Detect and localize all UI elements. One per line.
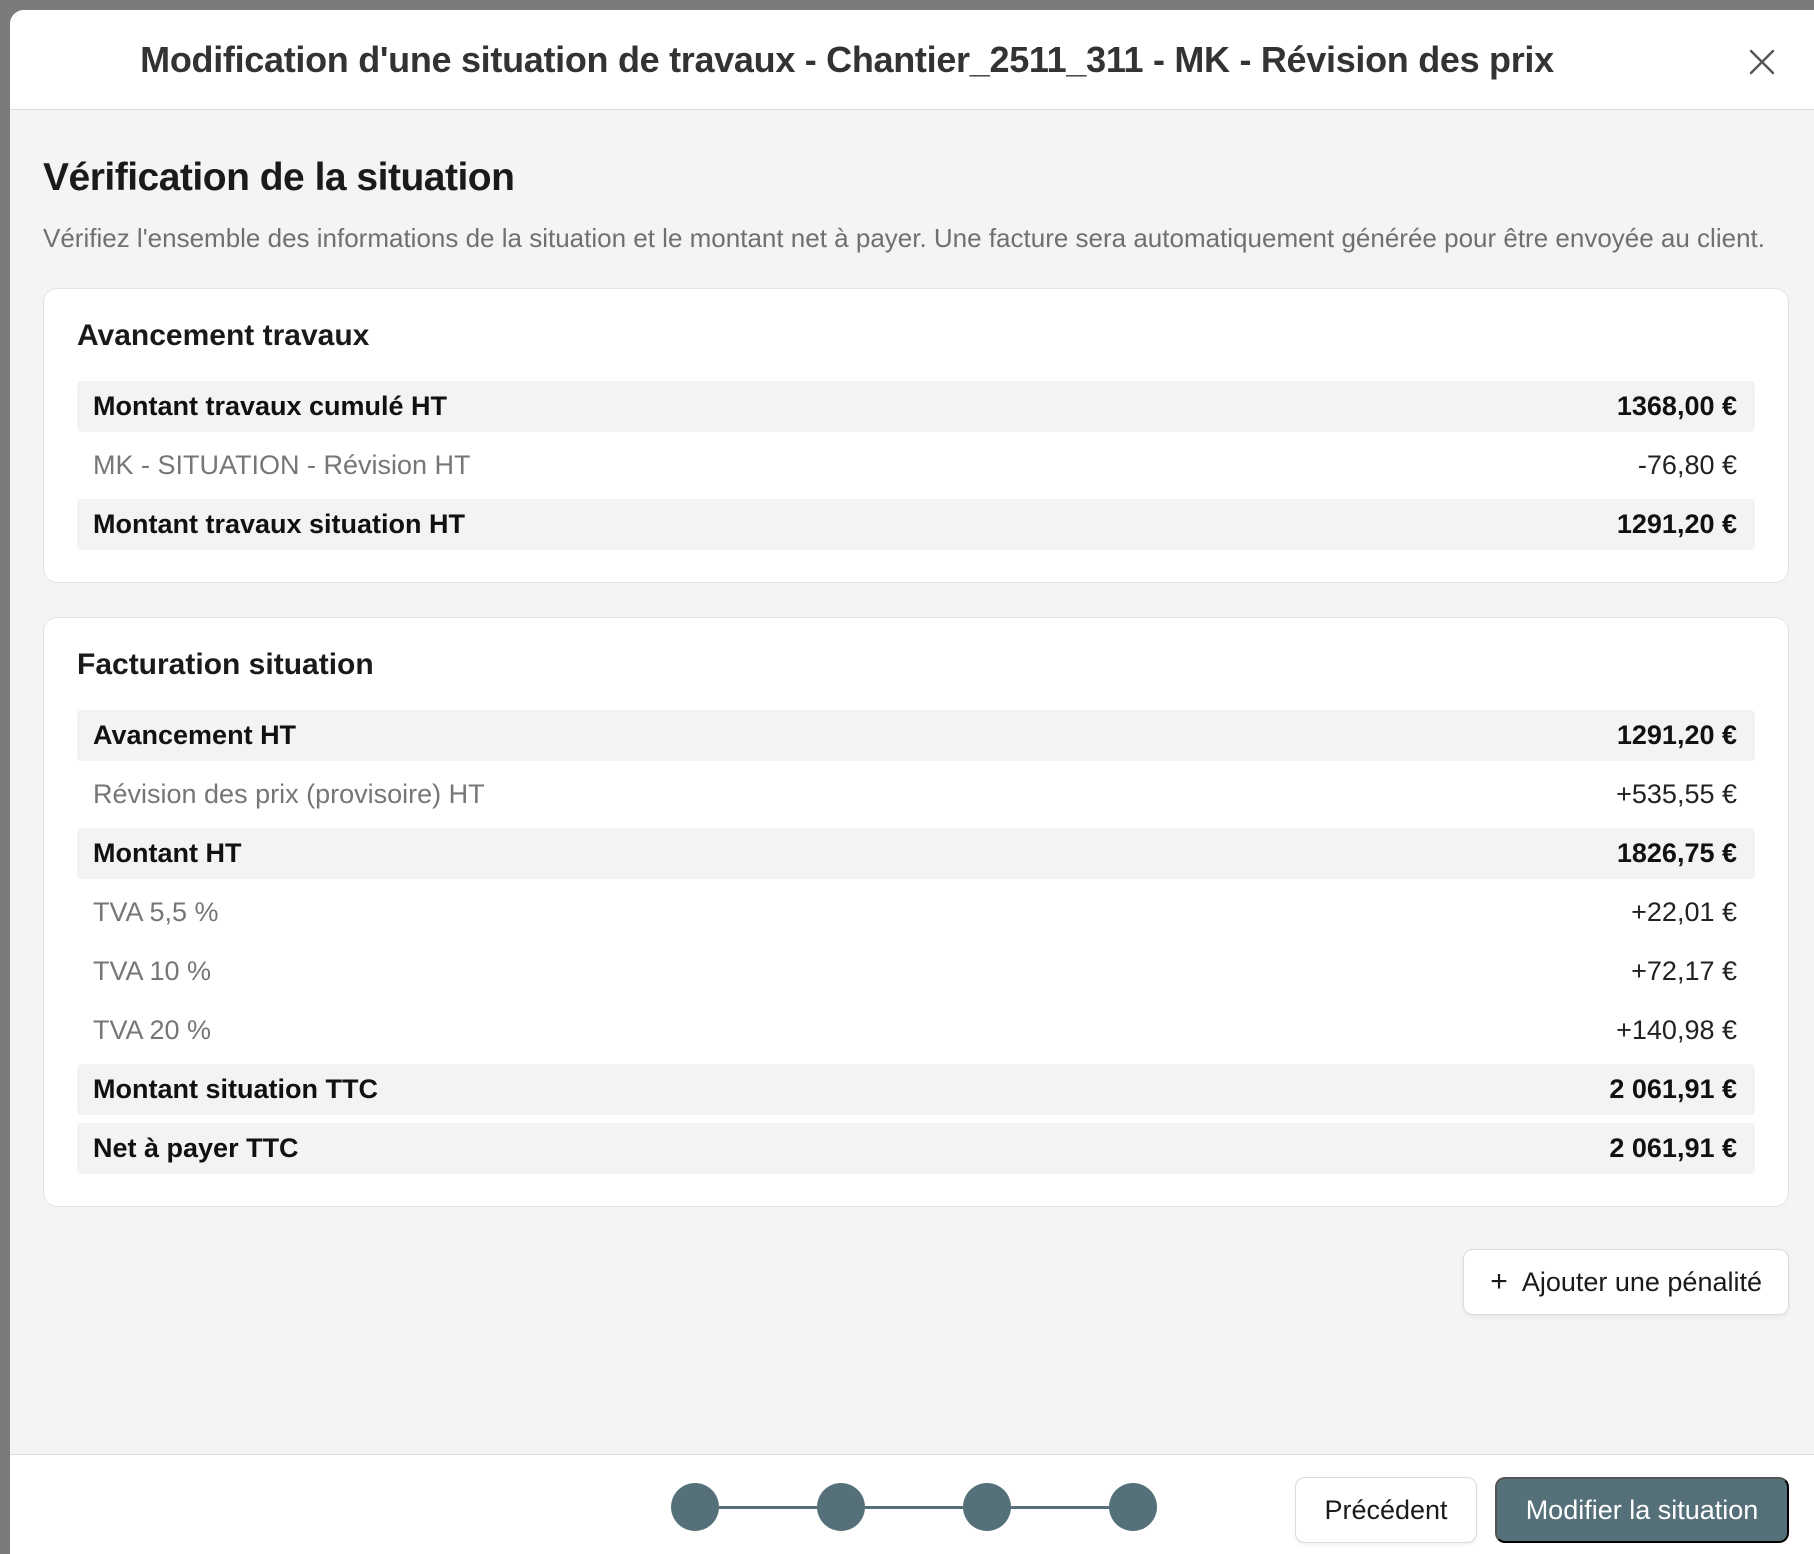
row-value: 1368,00 € — [1616, 391, 1737, 421]
row-value: 1291,20 € — [1616, 509, 1737, 539]
modal-footer — [10, 1454, 1814, 1554]
card-actions — [43, 1249, 1789, 1315]
row-montant-travaux-situation — [77, 499, 1755, 550]
row-label: Montant travaux cumulé HT — [93, 391, 448, 421]
row-net-a-payer-ttc — [77, 1123, 1755, 1174]
row-value: -76,80 € — [1637, 450, 1737, 480]
row-value: +140,98 € — [1616, 1015, 1737, 1045]
step-connector — [865, 1506, 963, 1509]
step-connector — [719, 1506, 817, 1509]
facturation-card — [43, 617, 1789, 1207]
modal-body — [43, 110, 1789, 1315]
row-tva-20 — [77, 1005, 1755, 1056]
modal-title: Modification d'une situation de travaux - Chantier_2511_311 - MK - Révision des prix — [140, 38, 1554, 80]
row-label: TVA 20 % — [93, 1015, 212, 1045]
close-icon — [1749, 49, 1775, 75]
row-value: 1826,75 € — [1616, 838, 1737, 868]
avancement-card-title: Avancement travaux — [77, 319, 370, 352]
step-3 — [963, 1483, 1011, 1531]
row-tva-10 — [77, 946, 1755, 997]
row-value: +22,01 € — [1631, 897, 1737, 927]
row-value: 2 061,91 € — [1609, 1074, 1737, 1104]
previous-button[interactable]: Précédent — [1295, 1477, 1477, 1543]
row-value: +72,17 € — [1631, 956, 1737, 986]
row-value: 2 061,91 € — [1609, 1133, 1737, 1163]
row-value: +535,55 € — [1616, 779, 1737, 809]
row-label: Montant travaux situation HT — [93, 509, 466, 539]
add-penalty-button[interactable] — [1463, 1249, 1789, 1315]
row-value: 1291,20 € — [1616, 720, 1737, 750]
row-label: Net à payer TTC — [93, 1133, 299, 1163]
modal-dialog — [10, 10, 1814, 1554]
section-description: Vérifiez l'ensemble des informations de la situation et le montant net à payer. Une facture sera automatiquement générée pour être envoyée au client. — [43, 223, 1765, 253]
row-label: TVA 10 % — [93, 956, 212, 986]
row-label: Révision des prix (provisoire) HT — [93, 779, 485, 809]
avancement-card — [43, 288, 1789, 583]
row-label: MK - SITUATION - Révision HT — [93, 450, 471, 480]
row-avancement-ht — [77, 710, 1755, 761]
row-label: TVA 5,5 % — [93, 897, 219, 927]
row-montant-situation-ttc — [77, 1064, 1755, 1115]
step-4 — [1109, 1483, 1157, 1531]
plus-icon: + — [1490, 1265, 1508, 1298]
row-montant-travaux-cumule — [77, 381, 1755, 432]
facturation-card-title: Facturation situation — [77, 648, 374, 681]
add-penalty-label: Ajouter une pénalité — [1521, 1266, 1762, 1297]
submit-button[interactable]: Modifier la situation — [1495, 1477, 1789, 1543]
step-2 — [817, 1483, 865, 1531]
step-1 — [671, 1483, 719, 1531]
row-label: Montant situation TTC — [93, 1074, 378, 1104]
modal-header — [10, 10, 1814, 110]
row-montant-ht — [77, 828, 1755, 879]
row-tva-5-5 — [77, 887, 1755, 938]
row-revision-prix — [77, 769, 1755, 820]
section-title: Vérification de la situation — [43, 156, 515, 199]
stepper — [671, 1483, 1157, 1531]
row-label: Montant HT — [93, 838, 242, 868]
row-mk-situation-revision — [77, 440, 1755, 491]
row-label: Avancement HT — [93, 720, 297, 750]
close-button[interactable] — [1740, 40, 1784, 84]
step-connector — [1011, 1506, 1109, 1509]
